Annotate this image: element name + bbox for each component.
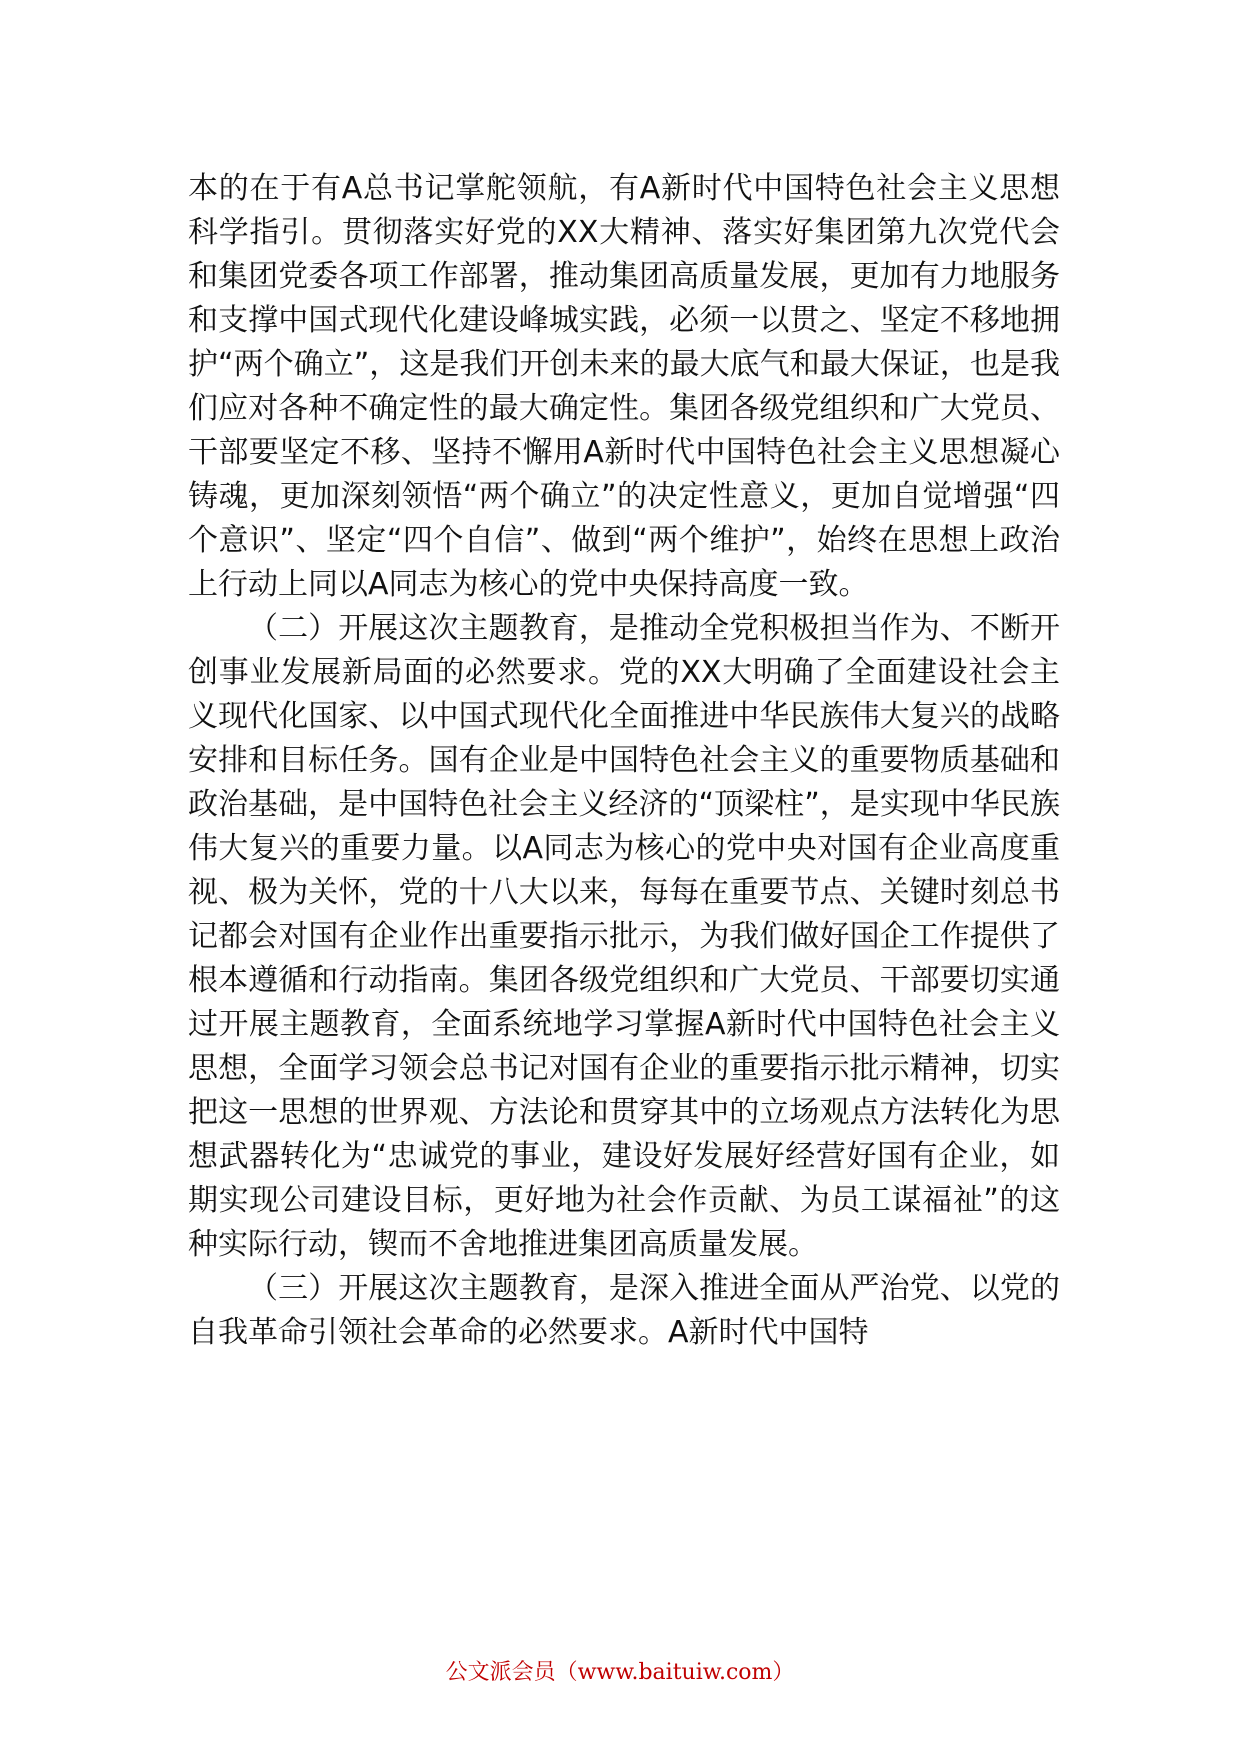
paragraph-2: （二）开展这次主题教育，是推动全党积极担当作为、不断开创事业发展新局面的必然要求。党的XX大明确了全面建设社会主义现代化国家、以中国式现代化全面推进中华民族伟大复兴的战略安排和目标任务。国有企业是中国特色社会主义的重要物质基础和政治基础，是中国特色社会主义经济的“顶梁柱”，是实现中华民族伟大复兴的重要力量。以A同志为核心的党中央对国有企业高度重视、极为关怀，党的十八大以来，每每在重要节点、关键时刻总书记都会对国有企业作出重要指示批示，为我们做好国企工作提供了根本遵循和行动指南。集团各级党组织和广大党员、干部要切实通过开展主题教育，全面系统地学习掌握A新时代中国特色社会主义思想，全面学习领会总书记对国有企业的重要指示批示精神，切实把这一思想的世界观、方法论和贯穿其中的立场观点方法转化为思想武器转化为“忠诚党的事业，建设好发展好经营好国有企业，如期实现公司建设目标，更好地为社会作贡献、为员工谋福祉”的这种实际行动，锲而不舍地推进集团高质量发展。 (188, 611, 1060, 1262)
document-body (188, 167, 1060, 1355)
footer-watermark: 公文派会员（www.baituiw.com） (445, 1660, 795, 1685)
paragraph-3: （三）开展这次主题教育，是深入推进全面从严治党、以党的自我革命引领社会革命的必然要求。A新时代中国特 (188, 1271, 1060, 1350)
paragraph-1: 本的在于有A总书记掌舵领航，有A新时代中国特色社会主义思想科学指引。贯彻落实好党的XX大精神、落实好集团第九次党代会和集团党委各项工作部署，推动集团高质量发展，更加有力地服务和支撑中国式现代化建设峰城实践，必须一以贯之、坚定不移地拥护“两个确立”，这是我们开创未来的最大底气和最大保证，也是我们应对各种不确定性的最大确定性。集团各级党组织和广大党员、干部要坚定不移、坚持不懈用A新时代中国特色社会主义思想凝心铸魂，更加深刻领悟“两个确立”的决定性意义，更加自觉增强“四个意识”、坚定“四个自信”、做到“两个维护”，始终在思想上政治上行动上同以A同志为核心的党中央保持高度一致。 (188, 171, 1060, 602)
